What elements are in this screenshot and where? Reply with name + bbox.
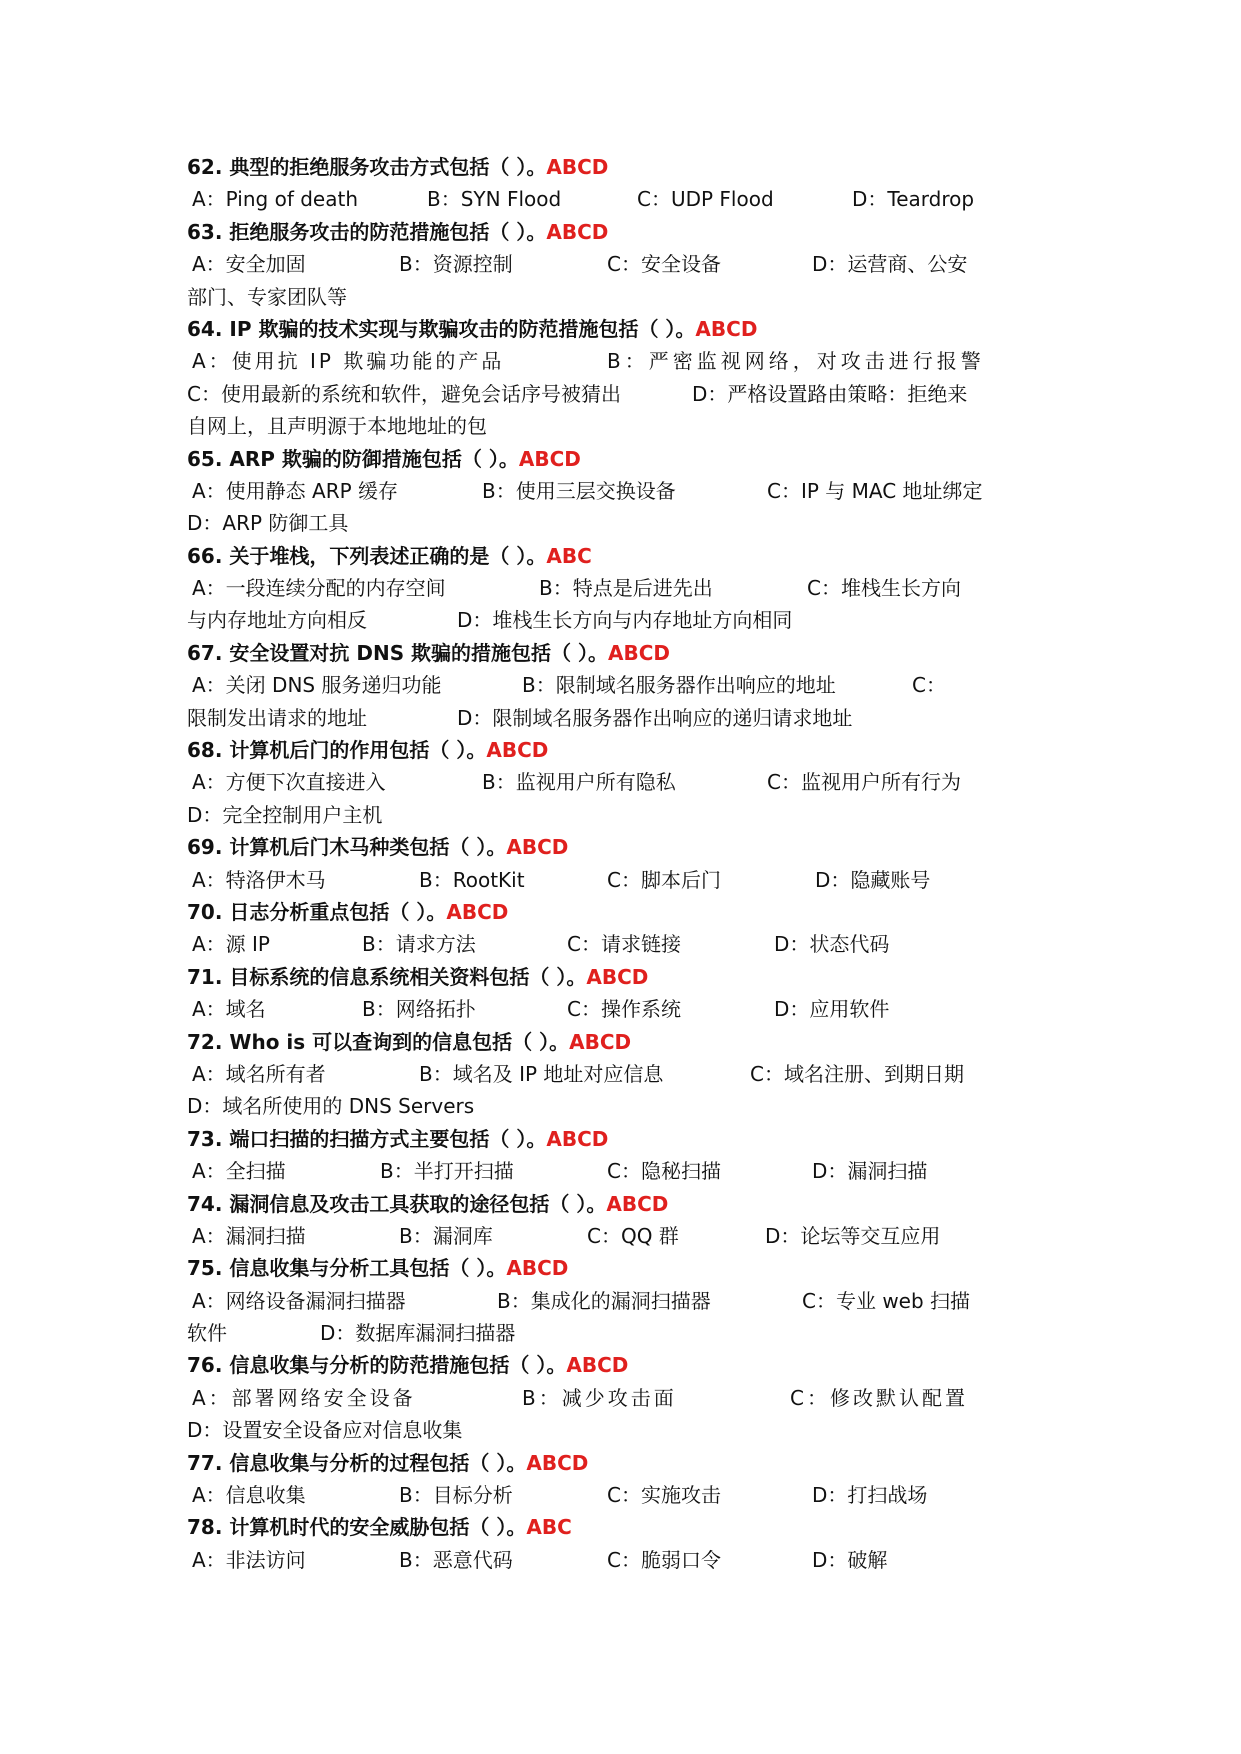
option-c: C：堆栈生长方向: [807, 576, 961, 601]
option-d: D：隐藏账号: [815, 867, 931, 892]
option-c: C：脆弱口令: [607, 1547, 721, 1572]
option-c: C：: [912, 673, 946, 698]
option-b: B：特点是后进先出: [539, 576, 713, 601]
option-a: A：部署网络安全设备: [192, 1385, 416, 1410]
option-c: C：监视用户所有行为: [767, 770, 961, 795]
answer: ABCD: [518, 446, 581, 471]
answer: ABCD: [566, 1353, 629, 1378]
option-d: D：破解: [812, 1547, 888, 1572]
document-page: [187, 151, 1067, 1576]
option-a: A：一段连续分配的内存空间: [192, 576, 446, 601]
option-b: B：请求方法: [362, 932, 476, 957]
option-d: D：状态代码: [774, 932, 890, 957]
options-76: [187, 1382, 1067, 1414]
options-64-line2: [187, 378, 1067, 410]
option-d: D：堆栈生长方向与内存地址方向相同: [457, 608, 793, 633]
option-d: D：漏洞扫描: [812, 1159, 928, 1184]
answer: ABC: [526, 1515, 572, 1540]
option-d: D：数据库漏洞扫描器: [320, 1321, 516, 1346]
answer: ABCD: [526, 1450, 589, 1475]
option-a: A：漏洞扫描: [192, 1223, 306, 1248]
question-73: 73. 端口扫描的扫描方式主要包括（ ）。ABCD: [187, 1126, 609, 1151]
answer: ABCD: [608, 640, 671, 665]
option-d: D：运营商、公安: [812, 252, 968, 277]
option-d: D：ARP 防御工具: [187, 511, 349, 536]
option-c: C：脚本后门: [607, 867, 721, 892]
options-64: [187, 345, 1067, 377]
option-b: B：域名及 IP 地址对应信息: [419, 1061, 664, 1086]
answer: ABCD: [486, 738, 549, 763]
option-a: A：Ping of death: [192, 187, 358, 212]
option-d: D：严格设置路由策略：拒绝来: [692, 381, 968, 406]
option-a: A：域名: [192, 997, 266, 1022]
option-b: B：RootKit: [419, 867, 525, 892]
question-64: 64. IP 欺骗的技术实现与欺骗攻击的防范措施包括（ ）。ABCD: [187, 316, 758, 341]
option-c: C：UDP Flood: [637, 187, 774, 212]
option-b: B：使用三层交换设备: [482, 478, 676, 503]
option-c: C：安全设备: [607, 252, 721, 277]
option-a: A：使用抗 IP 欺骗功能的产品: [192, 349, 505, 374]
answer: ABCD: [506, 1256, 569, 1281]
option-b: B：漏洞库: [399, 1223, 493, 1248]
option-a: A：全扫描: [192, 1159, 286, 1184]
question-67: 67. 安全设置对抗 DNS 欺骗的措施包括（ ）。ABCD: [187, 640, 671, 665]
option-d: D：打扫战场: [812, 1483, 928, 1508]
option-c-cont: 限制发出请求的地址: [187, 705, 367, 730]
question-74: 74. 漏洞信息及攻击工具获取的途径包括（ ）。ABCD: [187, 1191, 669, 1216]
option-b: B：资源控制: [399, 252, 513, 277]
options-67: [187, 669, 1067, 701]
question-77: 77. 信息收集与分析的过程包括（ ）。ABCD: [187, 1450, 589, 1475]
options-76-line2: [187, 1414, 1067, 1446]
answer: ABCD: [569, 1029, 632, 1054]
question-71: 71. 目标系统的信息系统相关资料包括（ ）。ABCD: [187, 964, 649, 989]
option-b: B：恶意代码: [399, 1547, 513, 1572]
answer: ABCD: [506, 835, 569, 860]
question-66: 66. 关于堆栈，下列表述正确的是（ ）。ABC: [187, 543, 592, 568]
options-75: [187, 1285, 1067, 1317]
option-b: B：限制域名服务器作出响应的地址: [522, 673, 836, 698]
option-a: A：域名所有者: [192, 1061, 326, 1086]
option-b: B：集成化的漏洞扫描器: [497, 1288, 711, 1313]
question-62: 62. 典型的拒绝服务攻击方式包括（ ）。ABCD: [187, 155, 609, 179]
option-b: B：SYN Flood: [427, 187, 562, 212]
option-b: B：目标分析: [399, 1483, 513, 1508]
question-63: 63. 拒绝服务攻击的防范措施包括（ ）。ABCD: [187, 219, 609, 244]
option-a: A：安全加固: [192, 252, 306, 277]
option-a: A：特洛伊木马: [192, 867, 326, 892]
option-c: C：隐秘扫描: [607, 1159, 721, 1184]
option-d: D：域名所使用的 DNS Servers: [187, 1094, 475, 1119]
options-69: [187, 864, 1067, 896]
options-74: [187, 1220, 1067, 1252]
question-76: 76. 信息收集与分析的防范措施包括（ ）。ABCD: [187, 1353, 629, 1378]
options-72: [187, 1058, 1067, 1090]
options-66-line2: [187, 604, 1067, 636]
option-d: D：应用软件: [774, 997, 890, 1022]
option-c-cont: 与内存地址方向相反: [187, 608, 367, 633]
option-a: A：网络设备漏洞扫描器: [192, 1288, 406, 1313]
question-70: 70. 日志分析重点包括（ ）。ABCD: [187, 899, 509, 924]
answer: ABCD: [606, 1191, 669, 1216]
option-b: B：减少攻击面: [522, 1385, 677, 1410]
options-63: [187, 248, 1067, 280]
option-d: D：Teardrop: [852, 187, 975, 212]
option-d: D：设置安全设备应对信息收集: [187, 1418, 463, 1443]
option-c-cont: 软件: [187, 1321, 227, 1346]
option-b: B：监视用户所有隐私: [482, 770, 676, 795]
options-71: [187, 993, 1067, 1025]
options-72-line2: [187, 1090, 1067, 1122]
option-c: C：QQ 群: [587, 1223, 679, 1248]
answer: ABCD: [446, 899, 509, 924]
options-65: [187, 475, 1067, 507]
question-65: 65. ARP 欺骗的防御措施包括（ ）。ABCD: [187, 446, 581, 471]
option-c: C：使用最新的系统和软件，避免会话序号被猜出: [187, 381, 621, 406]
option-a: A：方便下次直接进入: [192, 770, 386, 795]
option-d-cont: 部门、专家团队等: [187, 284, 347, 309]
option-c: C：实施攻击: [607, 1483, 721, 1508]
option-c: C：修改默认配置: [790, 1385, 968, 1410]
options-65-line2: [187, 507, 1067, 539]
answer: ABCD: [546, 155, 609, 179]
options-73: [187, 1155, 1067, 1187]
option-a: A：非法访问: [192, 1547, 306, 1572]
options-67-line2: [187, 702, 1067, 734]
options-78: [187, 1544, 1067, 1576]
option-c: C：域名注册、到期日期: [750, 1061, 964, 1086]
options-64-line3: [187, 410, 1067, 442]
option-d-cont: 自网上，且声明源于本地地址的包: [187, 414, 487, 439]
question-68: 68. 计算机后门的作用包括（ ）。ABCD: [187, 738, 549, 763]
option-d: D：限制域名服务器作出响应的递归请求地址: [457, 705, 853, 730]
options-62: [187, 183, 1067, 215]
question-78: 78. 计算机时代的安全威胁包括（ ）。ABC: [187, 1515, 572, 1540]
option-b: B：严密监视网络，对攻击进行报警: [607, 349, 985, 374]
question-69: 69. 计算机后门木马种类包括（ ）。ABCD: [187, 835, 569, 860]
option-b: B：网络拓扑: [362, 997, 476, 1022]
options-68: [187, 766, 1067, 798]
option-c: C：请求链接: [567, 932, 681, 957]
options-75-line2: [187, 1317, 1067, 1349]
option-a: A：关闭 DNS 服务递归功能: [192, 673, 442, 698]
option-a: A：源 IP: [192, 932, 270, 957]
option-c: C：操作系统: [567, 997, 681, 1022]
option-d: D：完全控制用户主机: [187, 802, 383, 827]
option-b: B：半打开扫描: [380, 1159, 514, 1184]
options-68-line2: [187, 799, 1067, 831]
option-c: C：IP 与 MAC 地址绑定: [767, 478, 983, 503]
option-d: D：论坛等交互应用: [765, 1223, 941, 1248]
option-a: A：使用静态 ARP 缓存: [192, 478, 399, 503]
option-a: A：信息收集: [192, 1483, 306, 1508]
answer: ABCD: [695, 316, 758, 341]
question-72: 72. Who is 可以查询到的信息包括（ ）。ABCD: [187, 1029, 632, 1054]
options-63-cont: [187, 281, 1067, 313]
question-75: 75. 信息收集与分析工具包括（ ）。ABCD: [187, 1256, 569, 1281]
options-66: [187, 572, 1067, 604]
options-70: [187, 928, 1067, 960]
answer: ABCD: [546, 1126, 609, 1151]
options-77: [187, 1479, 1067, 1511]
option-c: C：专业 web 扫描: [802, 1288, 971, 1313]
answer: ABC: [546, 543, 592, 568]
answer: ABCD: [586, 964, 649, 989]
answer: ABCD: [546, 219, 609, 244]
